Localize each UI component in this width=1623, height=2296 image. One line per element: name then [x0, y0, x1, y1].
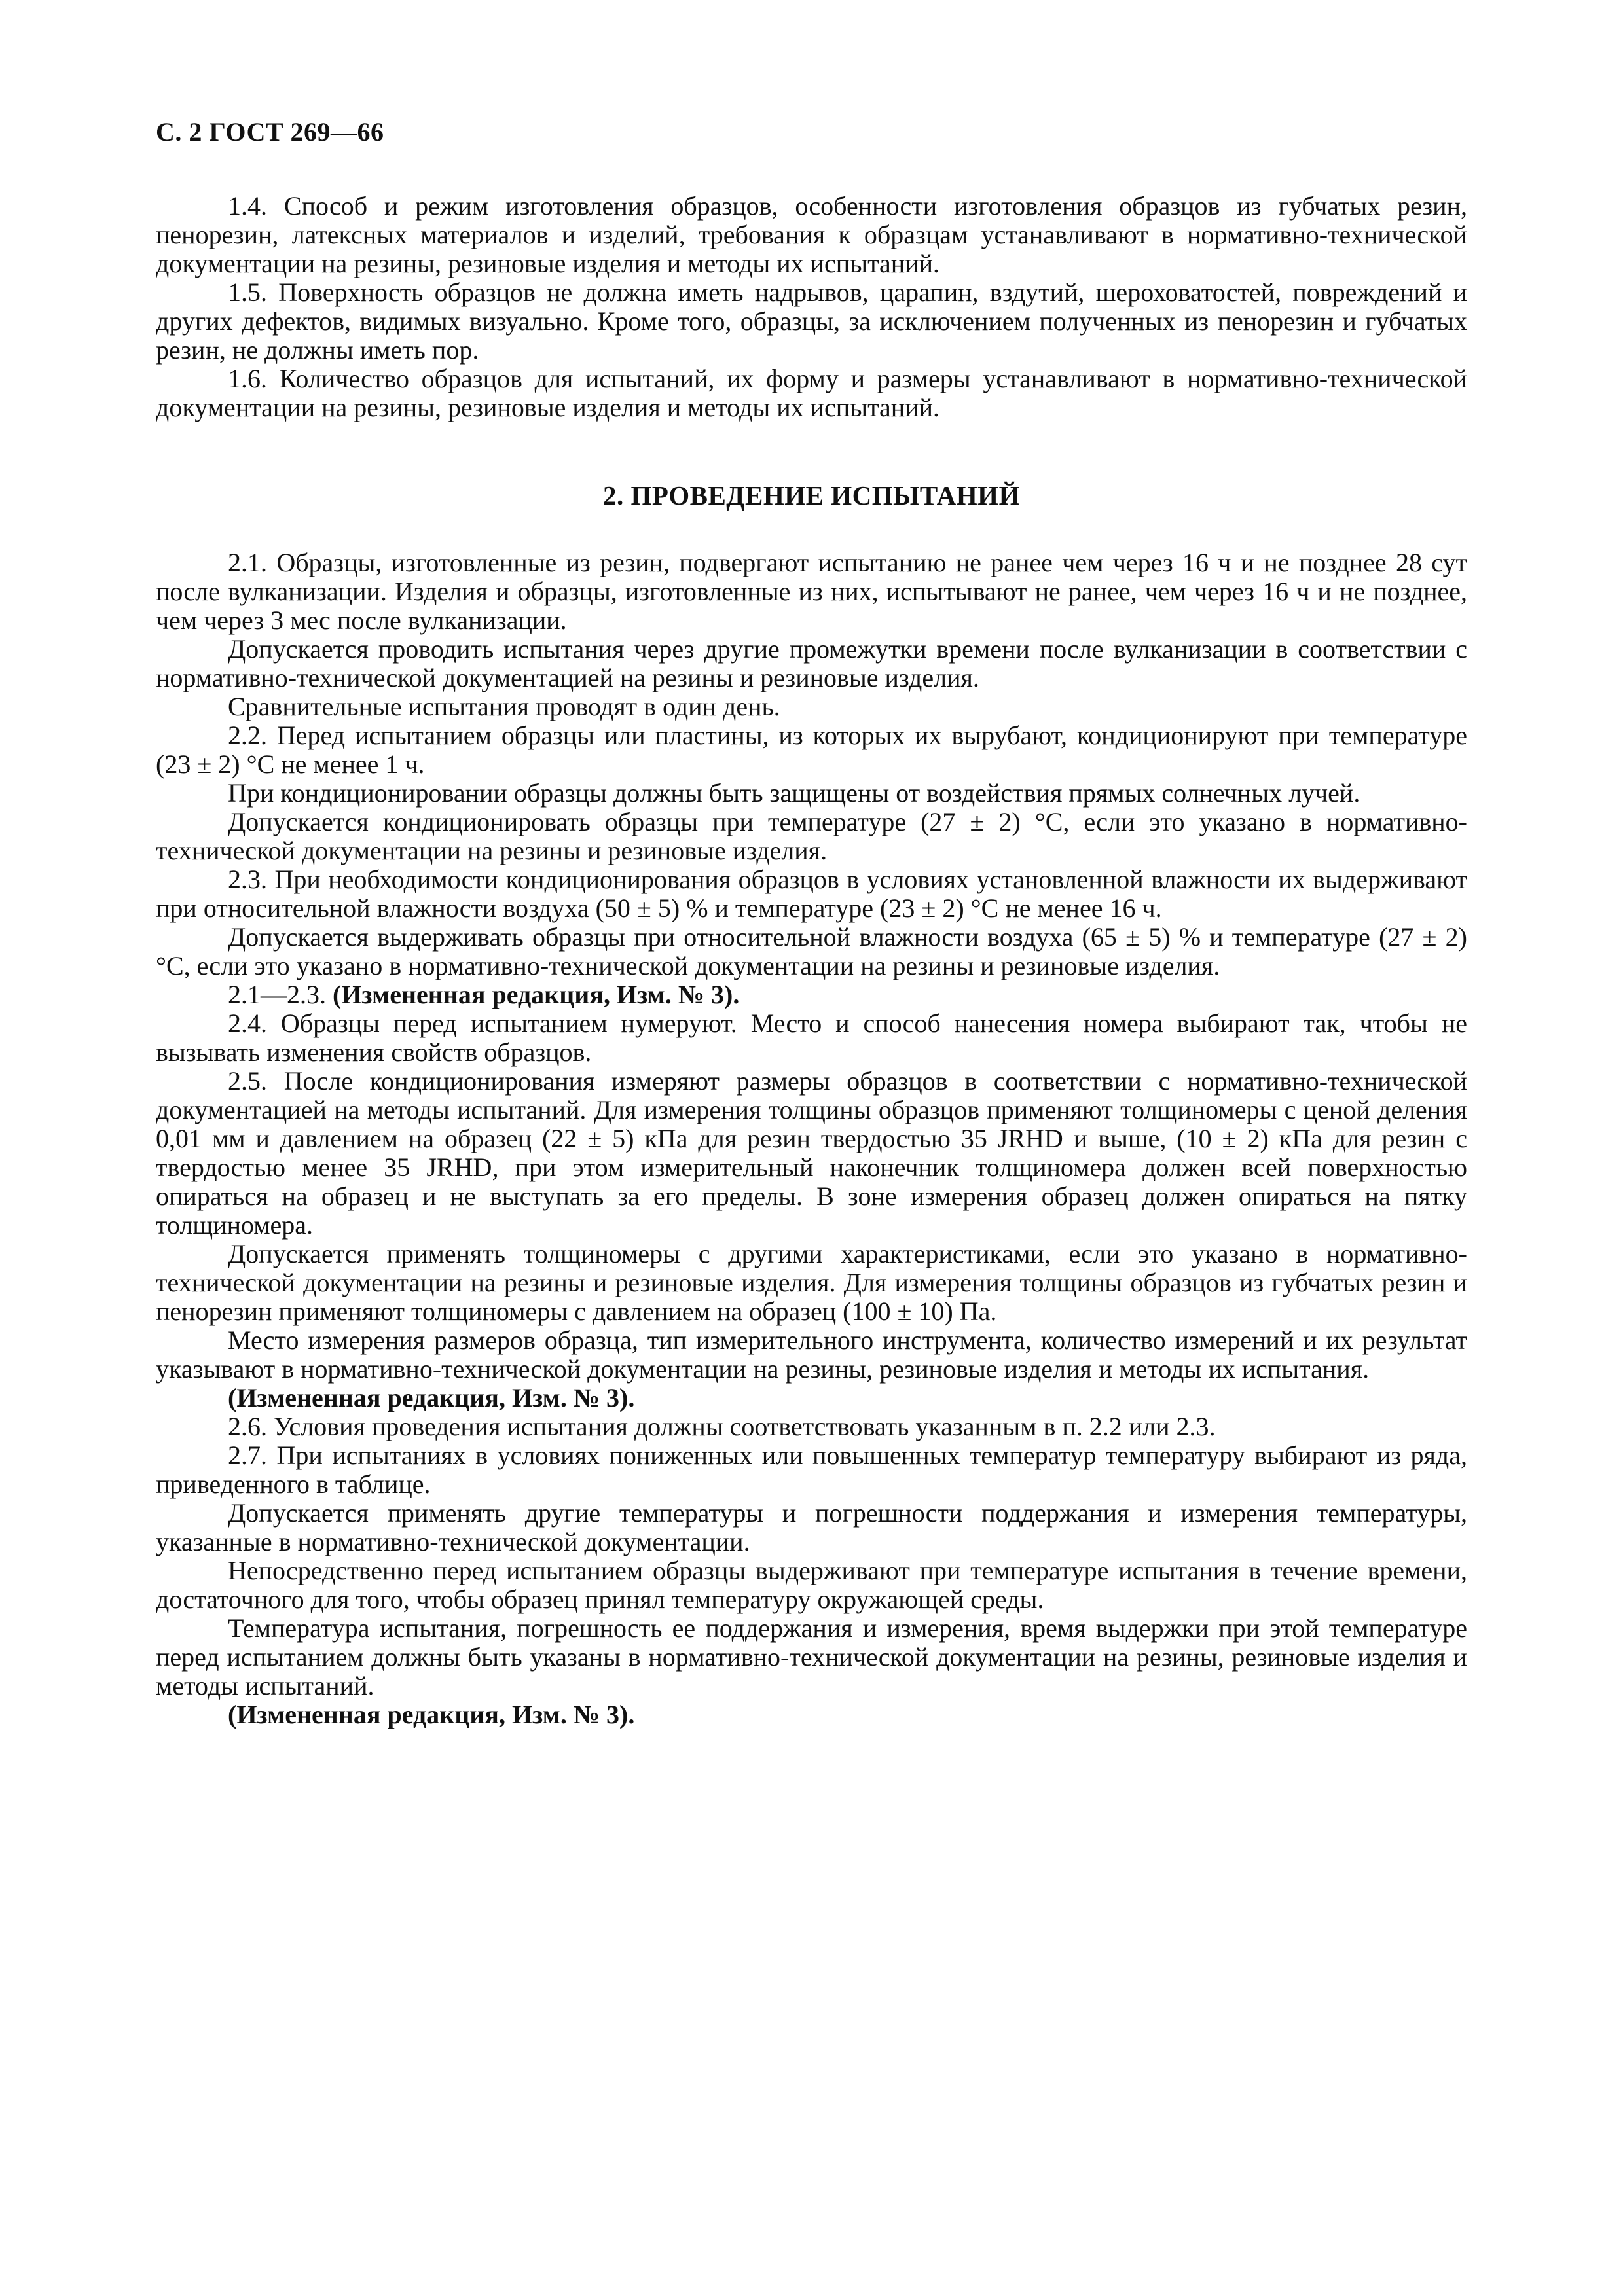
paragraph-2-7: 2.7. При испытаниях в условиях пониженных или повышенных температур температуру выбирают из ряда, приведенного в таблице. [156, 1441, 1467, 1499]
paragraph-2-5-note: Допускается применять толщиномеры с другими характеристиками, если это указано в нормативно-технической документации на резины и резиновые изделия. Для измерения толщины образцов из губчатых резин и пенорезин применяют толщиномеры с давлением на образец (100 ± 10) Па. [156, 1239, 1467, 1326]
paragraph-2-1: 2.1. Образцы, изготовленные из резин, подвергают испытанию не ранее чем через 16 ч и не позднее 28 сут после вулканизации. Изделия и образцы, изготовленные из них, испытывают не ранее, чем через 16 ч и не позднее, чем через 3 мес после вулканизации. [156, 548, 1467, 635]
section-1-continuation [156, 192, 1467, 422]
paragraph-1-4: 1.4. Способ и режим изготовления образцов, особенности изготовления образцов из губчатых резин, пенорезин, латексных материалов и изделий, требования к образцам устанавливают в нормативно-технической документации на резины, резиновые изделия и методы их испытаний. [156, 191, 1467, 278]
amendment-note-2-7: (Измененная редакция, Изм. № 3). [228, 1700, 635, 1729]
paragraph-2-5: 2.5. После кондиционирования измеряют размеры образцов в соответствии с нормативно-технической документацией на методы испытаний. Для измерения толщины образцов применяют толщиномеры с ценой деления 0,01 мм и давлением на образец (22 ± 5) кПа для резин твердостью 35 JRHD и выше, (10 ± 2) кПа для резин с твердостью менее 35 JRHD, при этом измерительный наконечник толщиномера должен всей поверхностью опираться на образец и не выступать за его пределы. В зоне измерения образец должен опираться на пятку толщиномера. [156, 1066, 1467, 1240]
paragraph-1-6: 1.6. Количество образцов для испытаний, их форму и размеры устанавливают в нормативно-технической документации на резины, резиновые изделия и методы их испытаний. [156, 364, 1467, 422]
paragraph-2-2-note: Допускается кондиционировать образцы при температуре (27 ± 2) °С, если это указано в нормативно-технической документации на резины и резиновые изделия. [156, 807, 1467, 865]
paragraph-1-5: 1.5. Поверхность образцов не должна иметь надрывов, царапин, вздутий, шероховатостей, повреждений и других дефектов, видимых визуально. Кроме того, образцы, за исключением полученных из пенорезин и губчатых резин, не должны иметь пор. [156, 278, 1467, 365]
paragraph-2-7-note: Допускается применять другие температуры и погрешности поддержания и измерения температуры, указанные в нормативно-технической документации. [156, 1498, 1467, 1556]
paragraph-2-1-comparative: Сравнительные испытания проводят в один день. [228, 692, 780, 721]
paragraph-2-7-requirements: Температура испытания, погрешность ее поддержания и измерения, время выдержки при этой температуре перед испытанием должны быть указаны в нормативно-технической документации на резины, резиновые изделия и методы испытаний. [156, 1613, 1467, 1700]
paragraph-2-5-location: Место измерения размеров образца, тип измерительного инструмента, количество измерений и их результат указывают в нормативно-технической документации на резины, резиновые изделия и методы их испытания. [156, 1325, 1467, 1384]
paragraph-2-3-note: Допускается выдерживать образцы при относительной влажности воздуха (65 ± 5) % и температуре (27 ± 2) °С, если это указано в нормативно-технической документации на резины и резиновые изделия. [156, 922, 1467, 980]
running-head: С. 2 ГОСТ 269—66 [156, 117, 384, 147]
section-2-title: 2. ПРОВЕДЕНИЕ ИСПЫТАНИЙ [603, 480, 1020, 511]
paragraph-2-4: 2.4. Образцы перед испытанием нумеруют. Место и способ нанесения номера выбирают так, чтобы не вызывать изменения свойств образцов. [156, 1009, 1467, 1067]
paragraph-2-2: 2.2. Перед испытанием образцы или пластины, из которых их вырубают, кондиционируют при температуре (23 ± 2) °С не менее 1 ч. [156, 721, 1467, 779]
amendment-note-2-5: (Измененная редакция, Изм. № 3). [228, 1383, 635, 1412]
paragraph-2-2-protection: При кондиционировании образцы должны быть защищены от воздействия прямых солнечных лучей. [228, 778, 1360, 808]
section-2-body [156, 548, 1467, 1729]
amendment-note-2-1-2-3 [156, 980, 1467, 1009]
amendment-prefix: 2.1—2.3. [228, 980, 333, 1009]
paragraph-2-7-soak: Непосредственно перед испытанием образцы выдерживают при температуре испытания в течение времени, достаточного для того, чтобы образец принял температуру окружающей среды. [156, 1556, 1467, 1614]
paragraph-2-3: 2.3. При необходимости кондиционирования образцов в условиях установленной влажности их выдерживают при относительной влажности воздуха (50 ± 5) % и температуре (23 ± 2) °С не менее 16 ч. [156, 865, 1467, 923]
amendment-label: (Измененная редакция, Изм. № 3). [333, 980, 740, 1009]
paragraph-2-1-note: Допускается проводить испытания через другие промежутки времени после вулканизации в соответствии с нормативно-технической документацией на резины и резиновые изделия. [156, 634, 1467, 692]
paragraph-2-6: 2.6. Условия проведения испытания должны соответствовать указанным в п. 2.2 или 2.3. [228, 1412, 1216, 1441]
